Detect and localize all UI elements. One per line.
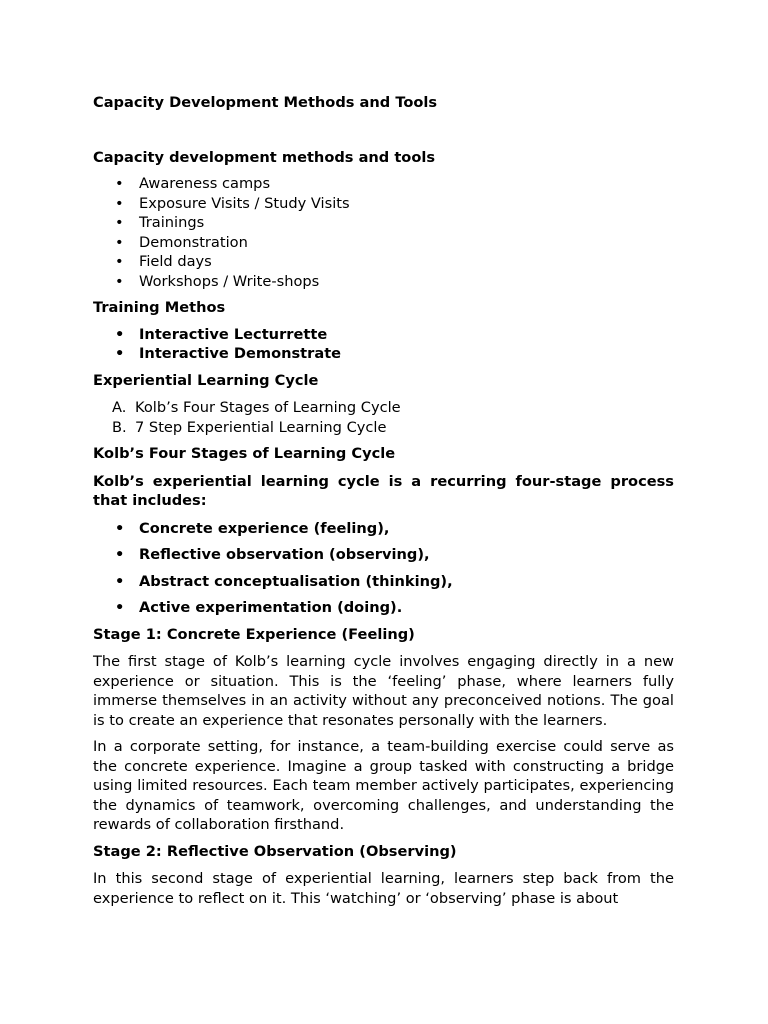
list-item: • Abstract conceptualisation (thinking), [93, 572, 674, 592]
stage1-paragraph-1: The first stage of Kolb’s learning cycle involves engaging directly in a new experience or situation. This is the ‘feeling’ phase, where learners fully immerse themselves in an activity without any preconceived notions. The goal is to create an experience that resonates personally with the learners. [93, 653, 674, 729]
list-item [93, 398, 674, 418]
stage1-heading: Stage 1: Concrete Experience (Feeling) [93, 625, 415, 643]
list-marker: A. [112, 399, 127, 416]
list-marker: B. [112, 418, 127, 436]
section-heading-capacity-methods: Capacity development methods and tools [93, 148, 436, 166]
list-item-text: 7 Step Experiential Learning Cycle [135, 418, 387, 436]
list-item-text: Kolb’s Four Stages of Learning Cycle [135, 399, 401, 416]
list-item: • Trainings [93, 213, 674, 233]
list-item: • Interactive Lecturrette [93, 325, 674, 345]
list-item: • Exposure Visits / Study Visits [93, 194, 674, 214]
section-heading-experiential-cycle: Experiential Learning Cycle [93, 371, 319, 389]
list-item: • Demonstration [93, 233, 674, 253]
list-item: • Field days [93, 252, 674, 272]
document-body [93, 93, 674, 908]
kolb-intro-paragraph: Kolb’s experiential learning cycle is a recurring four-stage process that includes: [93, 472, 674, 509]
stage2-heading: Stage 2: Reflective Observation (Observing) [93, 842, 457, 860]
list-item: • Reflective observation (observing), [93, 545, 674, 565]
kolb-stages-list [93, 519, 674, 618]
list-item: • Workshops / Write-shops [93, 272, 674, 292]
experiential-cycle-list [93, 398, 674, 437]
list-item: • Awareness camps [93, 174, 674, 194]
section-heading-training-methods: Training Methos [93, 299, 226, 316]
list-item: • Active experimentation (doing). [93, 598, 674, 618]
capacity-methods-list [93, 174, 674, 291]
list-item: • Interactive Demonstrate [93, 344, 674, 364]
training-methods-list [93, 325, 674, 364]
stage2-paragraph-1: In this second stage of experiential learning, learners step back from the experience to reflect on it. This ‘watching’ or ‘observing’ phase is about [93, 870, 674, 907]
stage1-paragraph-2: In a corporate setting, for instance, a team-building exercise could serve as the concrete experience. Imagine a group tasked with constructing a bridge using limited resources. Each team member actively participates, experiencing the dynamics of teamwork, overcoming challenges, and understanding the rewards of collaboration firsthand. [93, 738, 674, 833]
list-item [93, 418, 674, 438]
list-item: • Concrete experience (feeling), [93, 519, 674, 539]
section-heading-kolb-stages: Kolb’s Four Stages of Learning Cycle [93, 445, 396, 462]
document-title: Capacity Development Methods and Tools [93, 94, 438, 111]
